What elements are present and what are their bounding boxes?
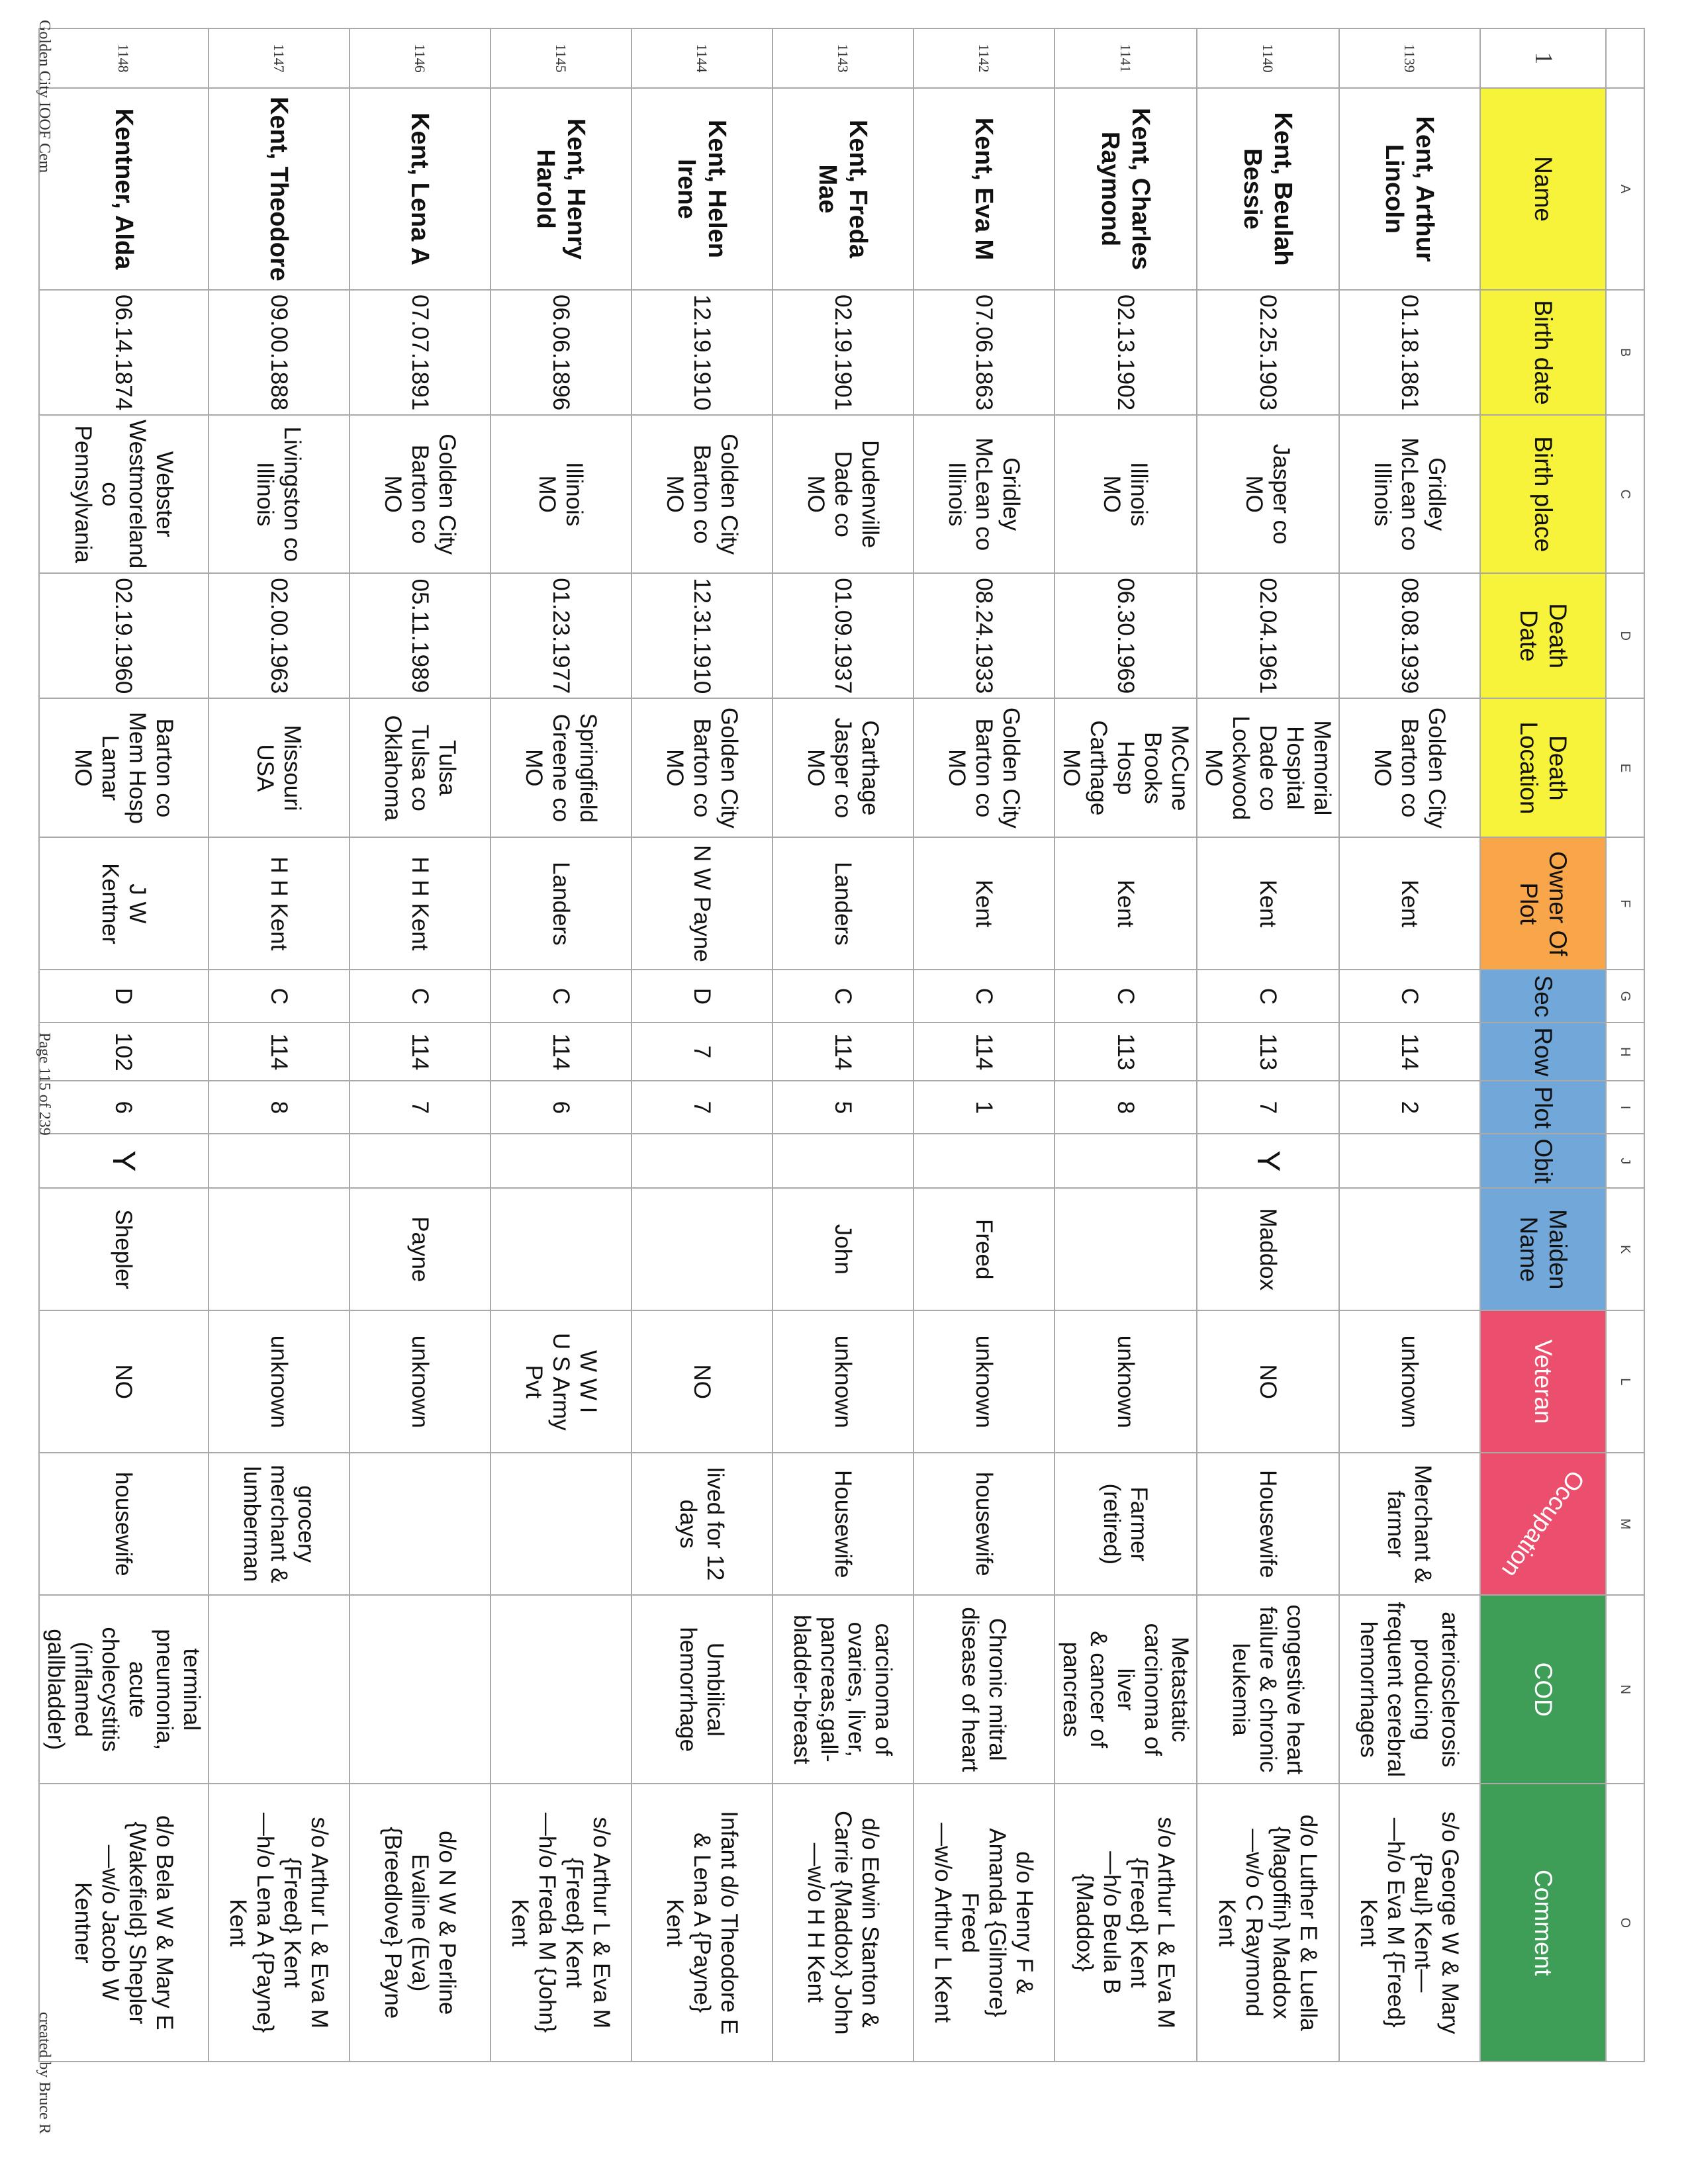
cell-obit: Y (1197, 1134, 1339, 1188)
cell-row-number: 1142 (914, 28, 1055, 88)
cell-birth-place: Dudenville Dade co MO (773, 415, 914, 573)
cell-row-number: 1141 (1055, 28, 1197, 88)
column-letter (1606, 28, 1644, 88)
cell-name: Kent, Freda Mae (773, 88, 914, 290)
cell-plot: 6 (491, 1081, 632, 1134)
header-sec: Sec (1480, 970, 1606, 1023)
cell-obit (209, 1134, 350, 1188)
cell-occupation: grocery merchant & lumberman (209, 1453, 350, 1595)
cell-name: Kent, Eva M (914, 88, 1055, 290)
cell-death-location: Barton co Mem Hosp Lamar MO (39, 698, 209, 837)
cell-row: 114 (914, 1023, 1055, 1081)
table-row (632, 28, 773, 2062)
cell-cod: terminal pneumonia, acute cholecystitis (inflamed gallbladder) (39, 1595, 209, 1784)
column-letter: D (1606, 573, 1644, 698)
cell-maiden-name: Freed (914, 1188, 1055, 1310)
cell-comment: d/o N W & Perline Evaline (Eva) {Breedlove} Payne (350, 1784, 491, 2062)
cell-owner-of-plot: N W Payne (632, 837, 773, 970)
cell-owner-of-plot: Kent (1197, 837, 1339, 970)
cell-death-date: 08.08.1939 (1339, 573, 1480, 698)
cell-maiden-name: Maddox (1197, 1188, 1339, 1310)
table-row (350, 28, 491, 2062)
column-letter: L (1606, 1310, 1644, 1453)
column-letter: N (1606, 1595, 1644, 1784)
cell-obit (632, 1134, 773, 1188)
cell-death-date: 01.23.1977 (491, 573, 632, 698)
cell-occupation (350, 1453, 491, 1595)
cell-maiden-name: Shepler (39, 1188, 209, 1310)
cell-veteran: NO (39, 1310, 209, 1453)
cell-cod: carcinoma of ovaries, liver, pancreas,gall- bladder-breast (773, 1595, 914, 1784)
cell-occupation: Merchant & farmer (1339, 1453, 1480, 1595)
cell-birth-place: Jasper co MO (1197, 415, 1339, 573)
cemetery-records-table (38, 28, 1645, 2062)
table-row (491, 28, 632, 2062)
cell-owner-of-plot: Kent (1339, 837, 1480, 970)
cell-death-date: 05.11.1989 (350, 573, 491, 698)
cell-death-date: 02.04.1961 (1197, 573, 1339, 698)
cell-veteran: unknown (914, 1310, 1055, 1453)
cell-owner-of-plot: J W Kentner (39, 837, 209, 970)
header-cod: COD (1480, 1595, 1606, 1784)
cell-cod: congestive heart failure & chronic leukemia (1197, 1595, 1339, 1784)
cell-cod: Umbilical hemorrhage (632, 1595, 773, 1784)
cell-death-date: 02.00.1963 (209, 573, 350, 698)
cell-sec: D (39, 970, 209, 1023)
cell-row: 102 (39, 1023, 209, 1081)
cell-cod (350, 1595, 491, 1784)
cell-obit (350, 1134, 491, 1188)
cell-sec: C (350, 970, 491, 1023)
header-row (1480, 28, 1606, 2062)
table-row (1339, 28, 1480, 2062)
cell-death-location: Springfield Greene co MO (491, 698, 632, 837)
cell-name: Kent, Helen Irene (632, 88, 773, 290)
cell-birth-place: Webster Westmoreland co Pennsylvania (39, 415, 209, 573)
cell-owner-of-plot: H H Kent (350, 837, 491, 970)
cell-sec: C (209, 970, 350, 1023)
cell-sec: D (632, 970, 773, 1023)
cell-name: Kent, Lena A (350, 88, 491, 290)
header-plot: Plot (1480, 1081, 1606, 1134)
cell-birth-date: 09.00.1888 (209, 290, 350, 415)
cell-plot: 7 (350, 1081, 491, 1134)
cell-birth-date: 06.06.1896 (491, 290, 632, 415)
cell-occupation: housewife (39, 1453, 209, 1595)
cell-owner-of-plot: H H Kent (209, 837, 350, 970)
header-maiden-name: Maiden Name (1480, 1188, 1606, 1310)
footer-page-number: Page 115 of 239 (36, 1032, 53, 1136)
cell-plot: 5 (773, 1081, 914, 1134)
cell-birth-place: Golden City Barton co MO (632, 415, 773, 573)
cell-maiden-name (491, 1188, 632, 1310)
cell-veteran: W W I U S Army Pvt (491, 1310, 632, 1453)
cell-birth-place: Golden City Barton co MO (350, 415, 491, 573)
cell-maiden-name: Payne (350, 1188, 491, 1310)
cell-row-number: 1144 (632, 28, 773, 88)
column-letter: I (1606, 1081, 1644, 1134)
table-row (773, 28, 914, 2062)
cell-sec: C (914, 970, 1055, 1023)
cell-row: 114 (773, 1023, 914, 1081)
header-death-location: Death Location (1480, 698, 1606, 837)
cell-obit (1055, 1134, 1197, 1188)
column-letter: B (1606, 290, 1644, 415)
cell-birth-place: Livingston co Illinois (209, 415, 350, 573)
cell-obit (1339, 1134, 1480, 1188)
column-letter: G (1606, 970, 1644, 1023)
cell-name: Kentner, Alda (39, 88, 209, 290)
cell-birth-date: 02.25.1903 (1197, 290, 1339, 415)
cell-row: 114 (1339, 1023, 1480, 1081)
cell-maiden-name (1339, 1188, 1480, 1310)
cell-comment: d/o Bela W & Mary E {Wakefield} Shepler —w/o Jacob W Kentner (39, 1784, 209, 2062)
column-letter: H (1606, 1023, 1644, 1081)
cell-death-location: Carthage Jasper co MO (773, 698, 914, 837)
cell-plot: 8 (1055, 1081, 1197, 1134)
cell-sec: C (1339, 970, 1480, 1023)
cell-birth-date: 01.18.1861 (1339, 290, 1480, 415)
cell-cod (491, 1595, 632, 1784)
header-name: Name (1480, 88, 1606, 290)
cell-veteran: unknown (773, 1310, 914, 1453)
cell-name: Kent, Beulah Bessie (1197, 88, 1339, 290)
cell-comment: d/o Edwin Stanton & Carrie {Maddox} John —w/o H H Kent (773, 1784, 914, 2062)
cell-row-number: 1139 (1339, 28, 1480, 88)
cell-row-number: 1145 (491, 28, 632, 88)
cell-name: Kent, Theodore (209, 88, 350, 290)
table-row (209, 28, 350, 2062)
footer-left: Golden City IOOF Cem (36, 20, 53, 173)
cell-veteran: NO (632, 1310, 773, 1453)
header-owner-of-plot: Owner Of Plot (1480, 837, 1606, 970)
cell-death-date: 12.31.1910 (632, 573, 773, 698)
cell-death-location: Golden City Barton co MO (632, 698, 773, 837)
cell-row: 114 (350, 1023, 491, 1081)
cell-row: 114 (491, 1023, 632, 1081)
table-row (39, 28, 209, 2062)
table-row (914, 28, 1055, 2062)
cell-row: 113 (1055, 1023, 1197, 1081)
cell-owner-of-plot: Kent (914, 837, 1055, 970)
cell-plot: 8 (209, 1081, 350, 1134)
cell-birth-place: Gridley McLean co Illinois (1339, 415, 1480, 573)
cell-death-location: Tulsa Tulsa co Oklahoma (350, 698, 491, 837)
header-obit: Obit (1480, 1134, 1606, 1188)
cell-row: 114 (209, 1023, 350, 1081)
cell-owner-of-plot: Landers (491, 837, 632, 970)
cell-owner-of-plot: Landers (773, 837, 914, 970)
cell-row: 7 (632, 1023, 773, 1081)
cell-veteran: NO (1197, 1310, 1339, 1453)
cell-veteran: unknown (209, 1310, 350, 1453)
column-letter: F (1606, 837, 1644, 970)
column-letter: J (1606, 1134, 1644, 1188)
cell-row-number: 1143 (773, 28, 914, 88)
cell-birth-place: Illinois MO (491, 415, 632, 573)
cell-owner-of-plot: Kent (1055, 837, 1197, 970)
cell-death-date: 08.24.1933 (914, 573, 1055, 698)
cell-death-date: 01.09.1937 (773, 573, 914, 698)
cell-occupation: housewife (914, 1453, 1055, 1595)
footer-right: created by Bruce R (36, 2012, 53, 2134)
cell-plot: 2 (1339, 1081, 1480, 1134)
cell-plot: 1 (914, 1081, 1055, 1134)
cell-birth-place: Illinois MO (1055, 415, 1197, 573)
column-letter: C (1606, 415, 1644, 573)
cell-comment: s/o Arthur L & Eva M {Freed} Kent —h/o Lena A {Payne} Kent (209, 1784, 350, 2062)
cell-death-location: McCune Brooks Hosp Carthage MO (1055, 698, 1197, 837)
header-death-date: Death Date (1480, 573, 1606, 698)
column-letter: O (1606, 1784, 1644, 2062)
cell-occupation: Farmer (retired) (1055, 1453, 1197, 1595)
cell-row: 113 (1197, 1023, 1339, 1081)
cell-sec: C (1197, 970, 1339, 1023)
cell-birth-place: Gridley McLean co Illinois (914, 415, 1055, 573)
cell-sec: C (1055, 970, 1197, 1023)
column-letter-row (1606, 28, 1644, 2062)
cell-occupation: lived for 12 days (632, 1453, 773, 1595)
cell-birth-date: 07.06.1863 (914, 290, 1055, 415)
cell-sec: C (491, 970, 632, 1023)
table-row (1055, 28, 1197, 2062)
cell-death-location: Memorial Hospital Dade co Lockwood MO (1197, 698, 1339, 837)
cell-birth-date: 02.19.1901 (773, 290, 914, 415)
cell-veteran: unknown (350, 1310, 491, 1453)
cell-obit (773, 1134, 914, 1188)
cell-obit: Y (39, 1134, 209, 1188)
cell-death-location: Golden City Barton co MO (1339, 698, 1480, 837)
cell-row-number: 1140 (1197, 28, 1339, 88)
cell-sec: C (773, 970, 914, 1023)
cell-occupation: Housewife (1197, 1453, 1339, 1595)
column-letter: A (1606, 88, 1644, 290)
cell-comment: s/o Arthur L & Eva M {Freed} Kent —h/o Freda M {John} Kent (491, 1784, 632, 2062)
cell-cod (209, 1595, 350, 1784)
cell-birth-date: 07.07.1891 (350, 290, 491, 415)
cell-death-date: 02.19.1960 (39, 573, 209, 698)
column-letter: M (1606, 1453, 1644, 1595)
cell-cod: Metastatic carcinoma of liver & cancer of pancreas (1055, 1595, 1197, 1784)
cell-birth-date: 12.19.1910 (632, 290, 773, 415)
header-row: Row (1480, 1023, 1606, 1081)
column-letter: K (1606, 1188, 1644, 1310)
cell-cod: Chronic mitral disease of heart (914, 1595, 1055, 1784)
cell-maiden-name (632, 1188, 773, 1310)
cell-row-number: 1147 (209, 28, 350, 88)
cell-comment: s/o Arthur L & Eva M {Freed} Kent —h/o Beula B {Maddox} (1055, 1784, 1197, 2062)
cell-veteran: unknown (1055, 1310, 1197, 1453)
cell-plot: 7 (632, 1081, 773, 1134)
cell-row-number: 1148 (39, 28, 209, 88)
column-letter: E (1606, 698, 1644, 837)
table-row (1197, 28, 1339, 2062)
cell-death-location: Missouri USA (209, 698, 350, 837)
cell-name: Kent, Arthur Lincoln (1339, 88, 1480, 290)
header-occupation-label: Occupation (1496, 1465, 1590, 1583)
cell-occupation: Housewife (773, 1453, 914, 1595)
cell-veteran: unknown (1339, 1310, 1480, 1453)
cell-comment: d/o Henry F & Amanda {Gilmore} Freed —w/o Arthur L Kent (914, 1784, 1055, 2062)
cell-birth-date: 02.13.1902 (1055, 290, 1197, 415)
cell-plot: 6 (39, 1081, 209, 1134)
cell-name: Kent, Charles Raymond (1055, 88, 1197, 290)
cell-occupation (491, 1453, 632, 1595)
cell-name: Kent, Henry Harold (491, 88, 632, 290)
cell-comment: Infant d/o Theodore E & Lena A {Payne} Kent (632, 1784, 773, 2062)
cell-maiden-name: John (773, 1188, 914, 1310)
cell-row-number: 1146 (350, 28, 491, 88)
cell-obit (914, 1134, 1055, 1188)
cell-obit (491, 1134, 632, 1188)
cell-birth-date: 06.14.1874 (39, 290, 209, 415)
header-birth-date: Birth date (1480, 290, 1606, 415)
cell-maiden-name (1055, 1188, 1197, 1310)
cell-death-date: 06.30.1969 (1055, 573, 1197, 698)
cell-plot: 7 (1197, 1081, 1339, 1134)
cell-comment: d/o Luther E & Luella {Magoffin} Maddox —w/o C Raymond Kent (1197, 1784, 1339, 2062)
header-occupation (1480, 1453, 1606, 1595)
cell-cod: arteriosclerosis producing frequent cerebral hemorrhages (1339, 1595, 1480, 1784)
header-comment: Comment (1480, 1784, 1606, 2062)
cell-death-location: Golden City Barton co MO (914, 698, 1055, 837)
cell-maiden-name (209, 1188, 350, 1310)
header-row-number: 1 (1480, 28, 1606, 88)
cell-comment: s/o George W & Mary {Paul} Kent— —h/o Eva M {Freed} Kent (1339, 1784, 1480, 2062)
header-veteran: Veteran (1480, 1310, 1606, 1453)
header-birth-place: Birth place (1480, 415, 1606, 573)
